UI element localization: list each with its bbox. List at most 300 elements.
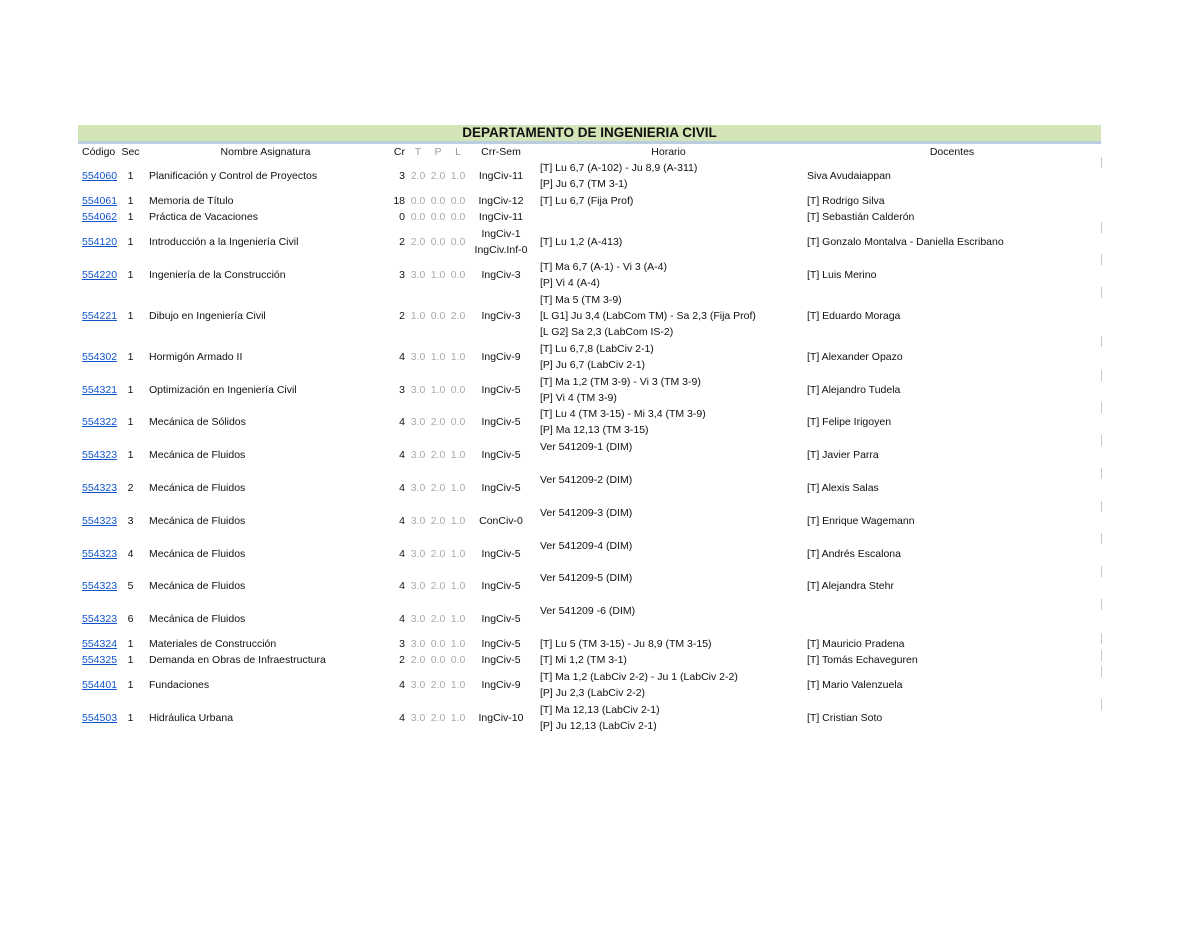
lab-hours-cell: 1.0 [450, 514, 466, 527]
cell-edge-marker [1101, 402, 1102, 413]
course-code-link[interactable]: 554221 [82, 309, 118, 322]
course-code-link[interactable]: 554120 [82, 235, 118, 248]
credits-cell: 0 [399, 211, 405, 224]
schedule-line: Ver 541209-2 (DIM) [540, 473, 633, 486]
schedule-line [540, 455, 803, 471]
theory-hours-cell: 3.0 [410, 678, 426, 691]
theory-hours-cell: 1.0 [410, 309, 426, 322]
career-semester-line: IngCiv-5 [481, 580, 521, 593]
teachers-cell: [T] Mario Valenzuela [807, 678, 903, 691]
practice-hours-cell: 2.0 [430, 481, 446, 494]
teachers-cell: [T] Javier Parra [807, 449, 879, 462]
course-code-cell [78, 226, 118, 259]
schedule-cell [534, 160, 803, 193]
table-row [78, 652, 1101, 668]
credits-cell: 4 [399, 481, 405, 494]
cell-edge-marker [1101, 468, 1102, 479]
practice-hours-cell: 2.0 [430, 580, 446, 593]
table-row [78, 209, 1101, 225]
practice-hours-cell: 2.0 [430, 449, 446, 462]
schedule-line: [T] Ma 12,13 (LabCiv 2-1) [540, 703, 660, 716]
course-code-link[interactable]: 554060 [82, 170, 118, 183]
header-docentes: Docentes [929, 146, 975, 158]
course-name-cell: Mecánica de Fluidos [149, 449, 246, 462]
course-name-cell: Materiales de Construcción [149, 637, 277, 650]
career-semester-line: IngCiv-11 [478, 170, 524, 183]
table-row [78, 439, 1101, 472]
schedule-cell [534, 636, 803, 652]
schedule-line [540, 521, 803, 537]
lab-hours-cell: 1.0 [450, 481, 466, 494]
lab-hours-cell: 1.0 [450, 580, 466, 593]
course-code-cell [78, 291, 118, 340]
schedule-cell [534, 226, 803, 259]
career-semester-cell [468, 504, 534, 537]
lab-hours-cell: 0.0 [450, 235, 466, 248]
credits-cell: 4 [399, 711, 405, 724]
credits-cell: 2 [399, 235, 405, 248]
cell-edge-marker [1101, 435, 1102, 446]
teachers-cell: [T] Tomás Echaveguren [807, 654, 918, 667]
section-cell: 1 [127, 449, 134, 462]
course-code-cell [78, 160, 118, 193]
career-semester-line: IngCiv-5 [481, 654, 521, 667]
practice-hours-cell: 2.0 [430, 416, 446, 429]
schedule-cell [534, 652, 803, 668]
career-semester-cell [468, 439, 534, 472]
credits-cell: 4 [399, 547, 405, 560]
schedule-cell [534, 439, 803, 472]
theory-hours-cell: 2.0 [410, 170, 426, 183]
course-code-cell [78, 439, 118, 472]
table-row [78, 701, 1101, 734]
course-code-link[interactable]: 554401 [82, 678, 118, 691]
section-cell: 1 [127, 268, 134, 281]
schedule-line: [T] Lu 6,7 (Fija Prof) [540, 194, 634, 207]
teachers-cell: [T] Sebastián Calderón [807, 211, 915, 224]
career-semester-cell [468, 652, 534, 668]
theory-hours-cell: 0.0 [410, 211, 426, 224]
section-cell: 1 [127, 416, 134, 429]
schedule-line: [T] Lu 5 (TM 3-15) - Ju 8,9 (TM 3-15) [540, 637, 712, 650]
course-code-link[interactable]: 554062 [82, 211, 118, 224]
cell-edge-marker [1101, 633, 1102, 644]
credits-cell: 4 [399, 350, 405, 363]
table-row [78, 373, 1101, 406]
course-code-cell [78, 652, 118, 668]
course-name-cell: Mecánica de Fluidos [149, 481, 246, 494]
section-cell: 3 [127, 514, 134, 527]
section-cell: 1 [127, 309, 134, 322]
table-row [78, 193, 1101, 209]
schedule-line: Ver 541209-4 (DIM) [540, 539, 633, 552]
schedule-line: Ver 541209-5 (DIM) [540, 572, 633, 585]
career-semester-line: IngCiv-12 [478, 194, 524, 207]
schedule-cell [534, 406, 803, 439]
course-code-cell [78, 636, 118, 652]
cell-edge-marker [1101, 533, 1102, 544]
section-cell: 1 [127, 235, 134, 248]
career-semester-line: ConCiv-0 [479, 514, 523, 527]
course-code-link[interactable]: 554061 [82, 194, 118, 207]
header-horario: Horario [651, 146, 686, 158]
lab-hours-cell: 0.0 [450, 383, 466, 396]
schedule-cell [534, 472, 803, 505]
cell-edge-marker [1101, 666, 1102, 677]
table-row [78, 472, 1101, 505]
course-rows [78, 160, 1101, 734]
course-code-link[interactable]: 554324 [82, 637, 118, 650]
schedule-line: [P] Ju 6,7 (TM 3-1) [540, 178, 628, 191]
career-semester-line: IngCiv-5 [481, 416, 521, 429]
course-schedule-sheet [78, 125, 1101, 734]
credits-cell: 18 [393, 194, 405, 207]
schedule-cell [534, 668, 803, 701]
course-code-cell [78, 209, 118, 225]
career-semester-line: IngCiv-3 [481, 309, 521, 322]
schedule-line [540, 554, 803, 570]
course-code-cell [78, 668, 118, 701]
table-row [78, 226, 1101, 259]
career-semester-cell [468, 570, 534, 603]
practice-hours-cell: 2.0 [430, 170, 446, 183]
theory-hours-cell: 3.0 [410, 547, 426, 560]
theory-hours-cell: 0.0 [410, 194, 426, 207]
course-code-cell [78, 193, 118, 209]
course-code-cell [78, 701, 118, 734]
cell-edge-marker [1101, 501, 1102, 512]
career-semester-cell [468, 472, 534, 505]
cell-edge-marker [1101, 650, 1102, 661]
credits-cell: 2 [399, 654, 405, 667]
schedule-line [540, 619, 803, 635]
theory-hours-cell: 3.0 [410, 613, 426, 626]
teachers-cell: [T] Alejandro Tudela [807, 383, 901, 396]
course-code-link[interactable]: 554503 [82, 711, 118, 724]
header-sec: Sec [121, 146, 140, 158]
theory-hours-cell: 3.0 [410, 416, 426, 429]
schedule-line: [T] Ma 1,2 (TM 3-9) - Vi 3 (TM 3-9) [540, 375, 701, 388]
section-cell: 6 [127, 613, 134, 626]
theory-hours-cell: 3.0 [410, 449, 426, 462]
schedule-line: [P] Vi 4 (TM 3-9) [540, 391, 617, 404]
career-semester-cell [468, 258, 534, 291]
career-semester-cell [468, 406, 534, 439]
cell-edge-marker [1101, 157, 1102, 168]
lab-hours-cell: 1.0 [450, 711, 466, 724]
section-cell: 1 [127, 654, 134, 667]
teachers-cell: [T] Rodrigo Silva [807, 194, 885, 207]
schedule-line: [T] Ma 5 (TM 3-9) [540, 293, 622, 306]
practice-hours-cell: 0.0 [430, 637, 446, 650]
schedule-line [540, 488, 803, 504]
lab-hours-cell: 0.0 [450, 268, 466, 281]
teachers-cell: [T] Alexis Salas [807, 481, 879, 494]
schedule-cell [534, 504, 803, 537]
career-semester-cell [468, 373, 534, 406]
lab-hours-cell: 1.0 [450, 547, 466, 560]
cell-edge-marker [1101, 566, 1102, 577]
teachers-cell: [T] Alexander Opazo [807, 350, 903, 363]
career-semester-line: IngCiv-9 [481, 678, 521, 691]
department-title: DEPARTAMENTO DE INGENIERIA CIVIL [78, 125, 1101, 144]
credits-cell: 4 [399, 580, 405, 593]
lab-hours-cell: 0.0 [450, 654, 466, 667]
course-code-link[interactable]: 554302 [82, 350, 118, 363]
theory-hours-cell: 2.0 [410, 235, 426, 248]
teachers-cell: [T] Enrique Wagemann [807, 514, 915, 527]
credits-cell: 2 [399, 309, 405, 322]
course-code-cell [78, 340, 118, 373]
career-semester-cell [468, 193, 534, 209]
table-row [78, 504, 1101, 537]
lab-hours-cell: 0.0 [450, 211, 466, 224]
schedule-line: Ver 541209-3 (DIM) [540, 506, 633, 519]
credits-cell: 3 [399, 170, 405, 183]
lab-hours-cell: 1.0 [450, 449, 466, 462]
course-code-cell [78, 406, 118, 439]
lab-hours-cell: 1.0 [450, 613, 466, 626]
course-name-cell: Introducción a la Ingeniería Civil [149, 235, 299, 248]
table-row [78, 603, 1101, 636]
theory-hours-cell: 3.0 [410, 268, 426, 281]
schedule-line: [P] Ju 6,7 (LabCiv 2-1) [540, 358, 646, 371]
theory-hours-cell: 3.0 [410, 481, 426, 494]
course-code-cell [78, 373, 118, 406]
schedule-line [540, 586, 803, 602]
course-code-cell [78, 258, 118, 291]
lab-hours-cell: 2.0 [450, 309, 466, 322]
schedule-line: [T] Lu 4 (TM 3-15) - Mi 3,4 (TM 3-9) [540, 408, 706, 421]
lab-hours-cell: 0.0 [450, 194, 466, 207]
credits-cell: 3 [399, 268, 405, 281]
career-semester-cell [468, 668, 534, 701]
course-name-cell: Dibujo en Ingeniería Civil [149, 309, 266, 322]
schedule-line: [T] Lu 6,7 (A-102) - Ju 8,9 (A-311) [540, 162, 698, 175]
course-name-cell: Mecánica de Fluidos [149, 580, 246, 593]
table-row [78, 340, 1101, 373]
practice-hours-cell: 2.0 [430, 613, 446, 626]
course-code-cell [78, 472, 118, 505]
theory-hours-cell: 3.0 [410, 383, 426, 396]
career-semester-cell [468, 291, 534, 340]
practice-hours-cell: 2.0 [430, 547, 446, 560]
schedule-line: [T] Mi 1,2 (TM 3-1) [540, 654, 627, 667]
schedule-cell [534, 193, 803, 209]
header-t: T [414, 146, 422, 158]
career-semester-line: IngCiv-5 [481, 547, 521, 560]
course-name-cell: Hidráulica Urbana [149, 711, 234, 724]
practice-hours-cell: 2.0 [430, 678, 446, 691]
course-code-link[interactable]: 554323 [82, 449, 118, 462]
schedule-line: [P] Ma 12,13 (TM 3-15) [540, 424, 649, 437]
schedule-cell [534, 537, 803, 570]
credits-cell: 4 [399, 678, 405, 691]
teachers-cell [803, 603, 1101, 636]
schedule-line: [P] Vi 4 (A-4) [540, 276, 600, 289]
lab-hours-cell: 1.0 [450, 170, 466, 183]
schedule-line: [L G1] Ju 3,4 (LabCom TM) - Sa 2,3 (Fija Prof) [540, 309, 756, 322]
lab-hours-cell: 1.0 [450, 637, 466, 650]
section-cell: 4 [127, 547, 134, 560]
section-cell: 1 [127, 194, 134, 207]
teachers-cell: [T] Luis Merino [807, 268, 877, 281]
cell-edge-marker [1101, 222, 1102, 233]
course-name-cell: Memoria de Título [149, 194, 234, 207]
practice-hours-cell: 0.0 [430, 235, 446, 248]
table-row [78, 668, 1101, 701]
lab-hours-cell: 1.0 [450, 350, 466, 363]
course-code-link[interactable]: 554321 [82, 383, 118, 396]
career-semester-line: IngCiv-5 [481, 637, 521, 650]
teachers-cell: [T] Alejandra Stehr [807, 580, 894, 593]
cell-edge-marker [1101, 254, 1102, 265]
practice-hours-cell: 2.0 [430, 711, 446, 724]
course-name-cell: Mecánica de Fluidos [149, 514, 246, 527]
course-name-cell: Hormigón Armado II [149, 350, 243, 363]
header-l: L [455, 146, 461, 158]
course-code-cell [78, 504, 118, 537]
course-name-cell: Optimización en Ingeniería Civil [149, 383, 297, 396]
teachers-cell: [T] Gonzalo Montalva - Daniella Escribano [807, 235, 1004, 248]
theory-hours-cell: 3.0 [410, 711, 426, 724]
course-code-link[interactable]: 554323 [82, 613, 118, 626]
lab-hours-cell: 0.0 [450, 416, 466, 429]
teachers-cell: Siva Avudaiappan [807, 170, 891, 183]
teachers-cell: [T] Felipe Irigoyen [807, 416, 892, 429]
career-semester-cell [468, 701, 534, 734]
course-code-link[interactable]: 554220 [82, 268, 118, 281]
section-cell: 5 [127, 580, 134, 593]
practice-hours-cell: 2.0 [430, 514, 446, 527]
credits-cell: 4 [399, 514, 405, 527]
cell-edge-marker [1101, 699, 1102, 710]
course-name-cell: Mecánica de Fluidos [149, 547, 246, 560]
teachers-cell: [T] Eduardo Moraga [807, 309, 901, 322]
course-name-cell: Ingeniería de la Construcción [149, 268, 286, 281]
schedule-line: Ver 541209-1 (DIM) [540, 441, 633, 454]
section-cell: 1 [127, 678, 134, 691]
career-semester-cell [468, 160, 534, 193]
course-name-cell: Planificación y Control de Proyectos [149, 170, 318, 183]
schedule-cell [534, 340, 803, 373]
credits-cell: 4 [399, 449, 405, 462]
practice-hours-cell: 0.0 [430, 194, 446, 207]
career-semester-cell [468, 537, 534, 570]
career-semester-line: IngCiv-5 [481, 481, 521, 494]
table-row [78, 636, 1101, 652]
header-p: P [434, 146, 442, 158]
cell-edge-marker [1101, 370, 1102, 381]
career-semester-line: IngCiv-11 [478, 211, 524, 224]
schedule-cell [534, 603, 803, 636]
course-code-link[interactable]: 554323 [82, 481, 118, 494]
schedule-cell [534, 570, 803, 603]
table-row [78, 160, 1101, 193]
theory-hours-cell: 3.0 [410, 514, 426, 527]
table-row [78, 258, 1101, 291]
table-row [78, 406, 1101, 439]
cell-edge-marker [1101, 599, 1102, 610]
theory-hours-cell: 2.0 [410, 654, 426, 667]
career-semester-line: IngCiv-10 [478, 711, 524, 724]
section-cell: 1 [127, 711, 134, 724]
course-name-cell: Fundaciones [149, 678, 210, 691]
course-code-link[interactable]: 554323 [82, 580, 118, 593]
header-name: Nombre Asignatura [220, 146, 311, 158]
table-row [78, 537, 1101, 570]
theory-hours-cell: 3.0 [410, 637, 426, 650]
practice-hours-cell: 1.0 [430, 350, 446, 363]
career-semester-cell [468, 603, 534, 636]
course-name-cell: Demanda en Obras de Infraestructura [149, 654, 326, 667]
credits-cell: 3 [399, 637, 405, 650]
theory-hours-cell: 3.0 [410, 580, 426, 593]
schedule-line: [T] Lu 1,2 (A-413) [540, 235, 623, 248]
schedule-cell [534, 373, 803, 406]
course-code-link[interactable]: 554322 [82, 416, 118, 429]
career-semester-line: IngCiv-5 [481, 449, 521, 462]
theory-hours-cell: 3.0 [410, 350, 426, 363]
course-code-link[interactable]: 554325 [82, 654, 118, 667]
practice-hours-cell: 1.0 [430, 268, 446, 281]
section-cell: 2 [127, 481, 134, 494]
career-semester-line: IngCiv-1 [481, 227, 521, 240]
cell-edge-marker [1101, 336, 1102, 347]
career-semester-cell [468, 636, 534, 652]
section-cell: 1 [127, 383, 134, 396]
career-semester-line: IngCiv.Inf-0 [474, 243, 528, 256]
course-code-link[interactable]: 554323 [82, 547, 118, 560]
career-semester-line: IngCiv-3 [481, 268, 521, 281]
course-code-cell [78, 603, 118, 636]
practice-hours-cell: 0.0 [430, 654, 446, 667]
section-cell: 1 [127, 350, 134, 363]
teachers-cell: [T] Cristian Soto [807, 711, 883, 724]
credits-cell: 4 [399, 416, 405, 429]
teachers-cell: [T] Mauricio Pradena [807, 637, 905, 650]
practice-hours-cell: 0.0 [430, 309, 446, 322]
career-semester-cell [468, 209, 534, 225]
course-code-link[interactable]: 554323 [82, 514, 118, 527]
section-cell: 1 [127, 637, 134, 650]
header-code: Código [82, 146, 116, 158]
schedule-cell [534, 701, 803, 734]
career-semester-cell [468, 226, 534, 259]
course-name-cell: Mecánica de Fluidos [149, 613, 246, 626]
schedule-line: [P] Ju 12,13 (LabCiv 2-1) [540, 719, 657, 732]
schedule-line: [T] Ma 6,7 (A-1) - Vi 3 (A-4) [540, 260, 667, 273]
credits-cell: 3 [399, 383, 405, 396]
teachers-cell: [T] Andrés Escalona [807, 547, 901, 560]
career-semester-line: IngCiv-5 [481, 383, 521, 396]
course-code-cell [78, 570, 118, 603]
table-row [78, 291, 1101, 340]
course-code-cell [78, 537, 118, 570]
career-semester-line: IngCiv-5 [481, 613, 521, 626]
schedule-line: Ver 541209 -6 (DIM) [540, 605, 636, 618]
table-row [78, 570, 1101, 603]
course-name-cell: Mecánica de Sólidos [149, 416, 246, 429]
header-crr-sem: Crr-Sem [481, 146, 521, 158]
header-row [78, 144, 1101, 160]
schedule-cell [534, 209, 803, 225]
schedule-cell [534, 258, 803, 291]
credits-cell: 4 [399, 613, 405, 626]
course-name-cell: Práctica de Vacaciones [149, 211, 258, 224]
practice-hours-cell: 0.0 [430, 211, 446, 224]
schedule-line: [L G2] Sa 2,3 (LabCom IS-2) [540, 325, 674, 338]
